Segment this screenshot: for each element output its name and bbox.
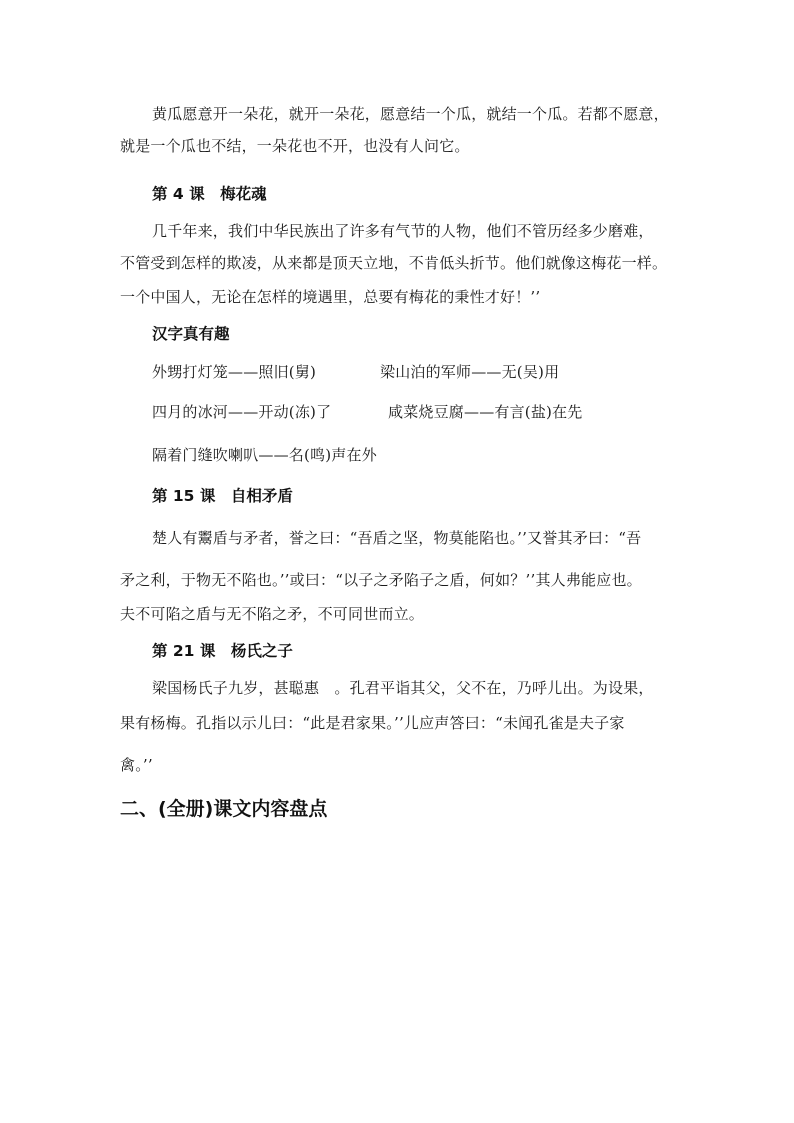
lesson-15-title: 第 15 课 自相矛盾 <box>152 487 293 505</box>
melon-passage-line-2: 就是一个瓜也不结，一朵花也不开，也没有人问它。 <box>120 137 470 155</box>
lesson-4-line-2: 不管受到怎样的欺凌，从来都是顶天立地，不肯低头折节。他们就像这梅花一样。 <box>120 254 668 272</box>
section-2-title: 二、(全册)课文内容盘点 <box>120 798 328 820</box>
riddle-1: 外甥打灯笼——照旧(舅) <box>152 363 317 381</box>
lesson-4-line-3: 一个中国人，无论在怎样的境遇里，总要有梅花的秉性才好！’’ <box>120 288 541 306</box>
lesson-15-line-2: 矛之利，于物无不陷也。’’或曰：“以子之矛陷子之盾，何如？’’其人弗能应也。 <box>120 571 642 589</box>
riddle-5: 隔着门缝吹喇叭——名(鸣)声在外 <box>152 446 377 464</box>
lesson-21-line-1: 梁国杨氏子九岁，甚聪惠 。孔君平诣其父，父不在，乃呼儿出。为设果， <box>152 679 654 697</box>
lesson-15-line-3: 夫不可陷之盾与无不陷之矛，不可同世而立。 <box>120 605 425 623</box>
lesson-21-title: 第 21 课 杨氏之子 <box>152 642 293 660</box>
lesson-21-line-2: 果有杨梅。孔指以示儿曰：“此是君家果。’’儿应声答曰：“未闻孔雀是夫子家 <box>120 714 625 732</box>
melon-passage-line-1: 黄瓜愿意开一朵花，就开一朵花，愿意结一个瓜，就结一个瓜。若都不愿意， <box>152 105 669 123</box>
fun-chars-title: 汉字真有趣 <box>152 325 230 343</box>
lesson-4-line-1: 几千年来，我们中华民族出了许多有气节的人物，他们不管历经多少磨难， <box>152 222 654 240</box>
riddle-3: 四月的冰河——开动(冻)了 <box>152 403 332 421</box>
riddle-2: 梁山泊的军师——无(吴)用 <box>380 363 560 381</box>
lesson-4-title: 第 4 课 梅花魂 <box>152 185 267 203</box>
lesson-15-line-1: 楚人有鬻盾与矛者，誉之曰：“吾盾之坚，物莫能陷也。’’又誉其矛曰：“吾 <box>152 529 642 547</box>
lesson-21-line-3: 禽。’’ <box>120 756 153 774</box>
riddle-4: 咸菜烧豆腐——有言(盐)在先 <box>388 403 583 421</box>
